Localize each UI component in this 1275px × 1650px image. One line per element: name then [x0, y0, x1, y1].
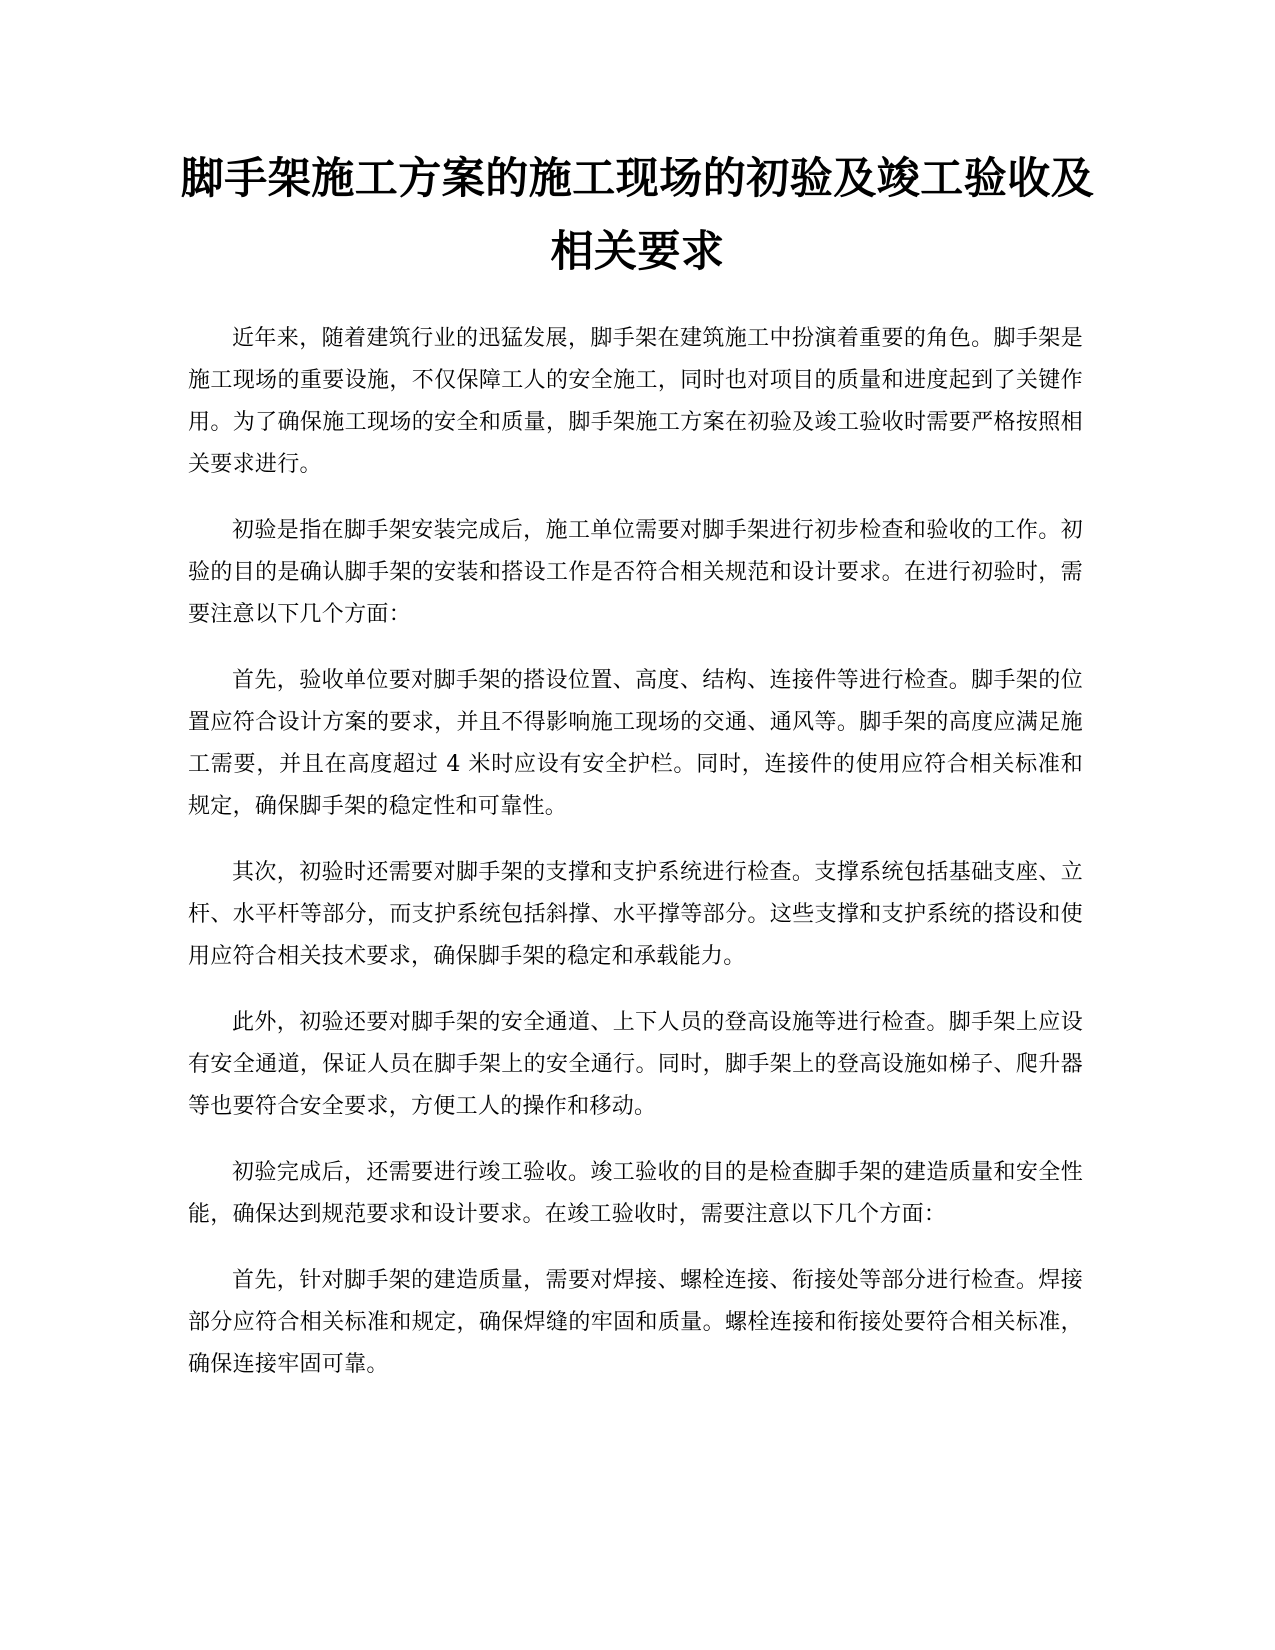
paragraph-2: 初验是指在脚手架安装完成后，施工单位需要对脚手架进行初步检查和验收的工作。初验的目的是确认脚手架的安装和搭设工作是否符合相关规范和设计要求。在进行初验时，需要注意以下几个方面： [188, 518, 1083, 627]
document-title: 脚手架施工方案的施工现场的初验及竣工验收及相关要求 [180, 154, 1095, 277]
document-body [188, 318, 1083, 1410]
paragraph-4: 其次，初验时还需要对脚手架的支撑和支护系统进行检查。支撑系统包括基础支座、立杆、水平杆等部分，而支护系统包括斜撑、水平撑等部分。这些支撑和支护系统的搭设和使用应符合相关技术要求，确保脚手架的稳定和承载能力。 [188, 860, 1083, 969]
paragraph-5: 此外，初验还要对脚手架的安全通道、上下人员的登高设施等进行检查。脚手架上应设有安全通道，保证人员在脚手架上的安全通行。同时，脚手架上的登高设施如梯子、爬升器等也要符合安全要求，方便工人的操作和移动。 [188, 1010, 1083, 1119]
paragraph-3: 首先，验收单位要对脚手架的搭设位置、高度、结构、连接件等进行检查。脚手架的位置应符合设计方案的要求，并且不得影响施工现场的交通、通风等。脚手架的高度应满足施工需要，并且在高度超过 4 米时应设有安全护栏。同时，连接件的使用应符合相关标准和规定，确保脚手架的稳定性和可靠性。 [188, 668, 1083, 819]
paragraph-1: 近年来，随着建筑行业的迅猛发展，脚手架在建筑施工中扮演着重要的角色。脚手架是施工现场的重要设施，不仅保障工人的安全施工，同时也对项目的质量和进度起到了关键作用。为了确保施工现场的安全和质量，脚手架施工方案在初验及竣工验收时需要严格按照相关要求进行。 [188, 326, 1083, 477]
paragraph-6: 初验完成后，还需要进行竣工验收。竣工验收的目的是检查脚手架的建造质量和安全性能，确保达到规范要求和设计要求。在竣工验收时，需要注意以下几个方面： [188, 1160, 1083, 1227]
paragraph-7: 首先，针对脚手架的建造质量，需要对焊接、螺栓连接、衔接处等部分进行检查。焊接部分应符合相关标准和规定，确保焊缝的牢固和质量。螺栓连接和衔接处要符合相关标准，确保连接牢固可靠。 [188, 1268, 1083, 1377]
